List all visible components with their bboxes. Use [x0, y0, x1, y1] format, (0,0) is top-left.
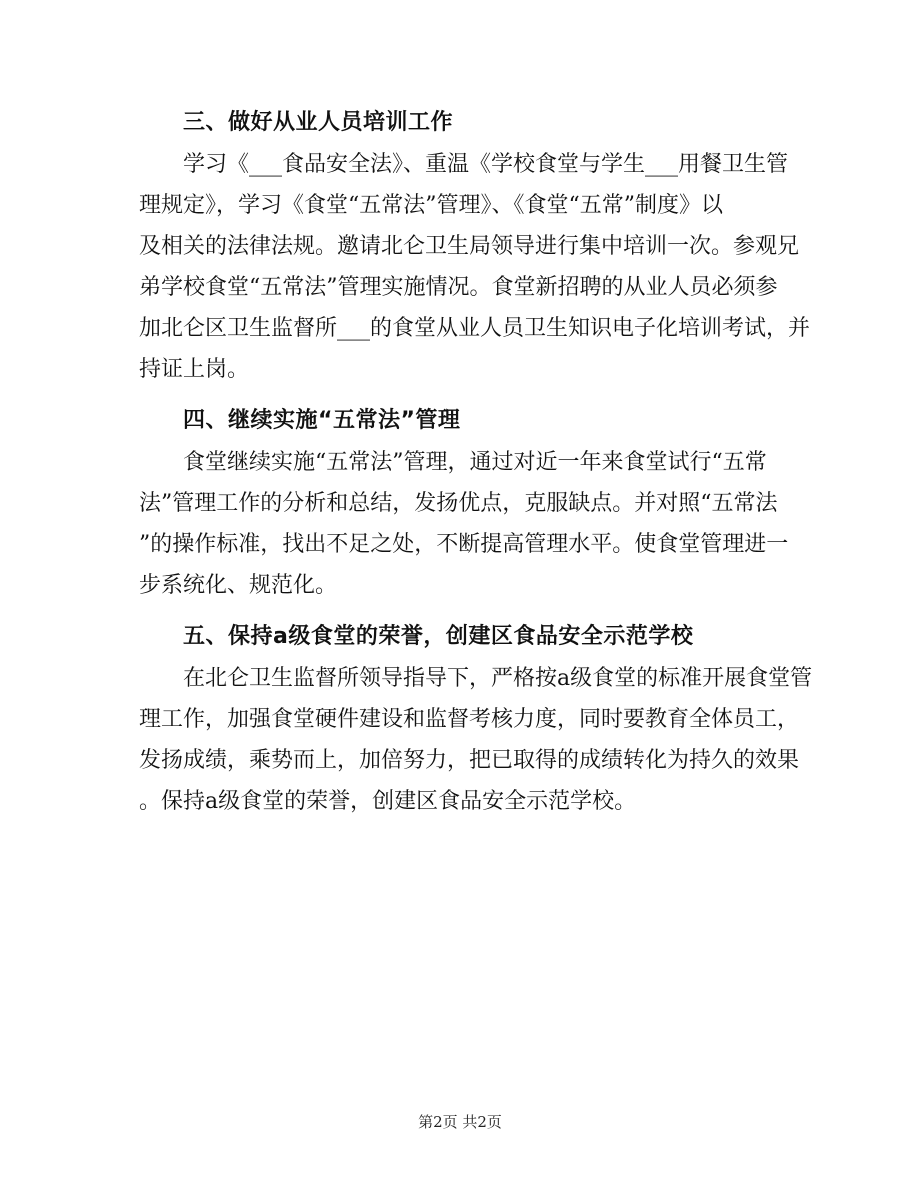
paragraph-line: 。保持a级食堂的荣誉，创建区食品安全示范学校。 — [139, 789, 637, 814]
section-4 — [139, 400, 789, 606]
paragraph-line: 持证上岗。 — [139, 357, 250, 382]
section-heading: 五、保持a级食堂的荣誉，创建区食品安全示范学校 — [183, 624, 694, 649]
paragraph-line: 弟学校食堂“五常法”管理实施情况。食堂新招聘的从业人员必须参 — [139, 275, 778, 300]
section-heading: 四、继续实施“五常法”管理 — [183, 408, 461, 433]
section-3 — [139, 102, 811, 390]
paragraph-line: 发扬成绩，乘势而上，加倍努力，把已取得的成绩转化为持久的效果 — [139, 748, 800, 773]
paragraph-line: 法”管理工作的分析和总结，发扬优点，克服缺点。并对照“五常法 — [139, 491, 778, 516]
paragraph-line: 食堂继续实施“五常法”管理，通过对近一年来食堂试行“五常 — [183, 450, 767, 475]
section-5 — [139, 616, 813, 822]
paragraph-line: 学习《___食品安全法》、重温《学校食堂与学生___用餐卫生管 — [183, 152, 789, 177]
page-number-footer: 第2页 共2页 — [418, 1113, 502, 1131]
section-paragraph — [139, 442, 789, 606]
paragraph-line: 在北仑卫生监督所领导指导下，严格按a级食堂的标准开展食堂管 — [183, 666, 813, 691]
paragraph-line: ”的操作标准，找出不足之处，不断提高管理水平。使食堂管理进一 — [139, 532, 789, 557]
section-paragraph — [139, 144, 811, 390]
paragraph-line: 步系统化、规范化。 — [139, 573, 338, 598]
paragraph-line: 理工作，加强食堂硬件建设和监督考核力度，同时要教育全体员工， — [139, 707, 800, 732]
section-paragraph — [139, 658, 813, 822]
paragraph-line: 加北仑区卫生监督所___的食堂从业人员卫生知识电子化培训考试，并 — [139, 316, 811, 341]
paragraph-line: 理规定》，学习《食堂“五常法”管理》、《食堂“五常”制度》以 — [139, 193, 723, 218]
section-heading: 三、做好从业人员培训工作 — [183, 110, 454, 135]
document-body — [139, 102, 813, 832]
paragraph-line: 及相关的法律法规。邀请北仑卫生局领导进行集中培训一次。参观兄 — [139, 234, 800, 259]
